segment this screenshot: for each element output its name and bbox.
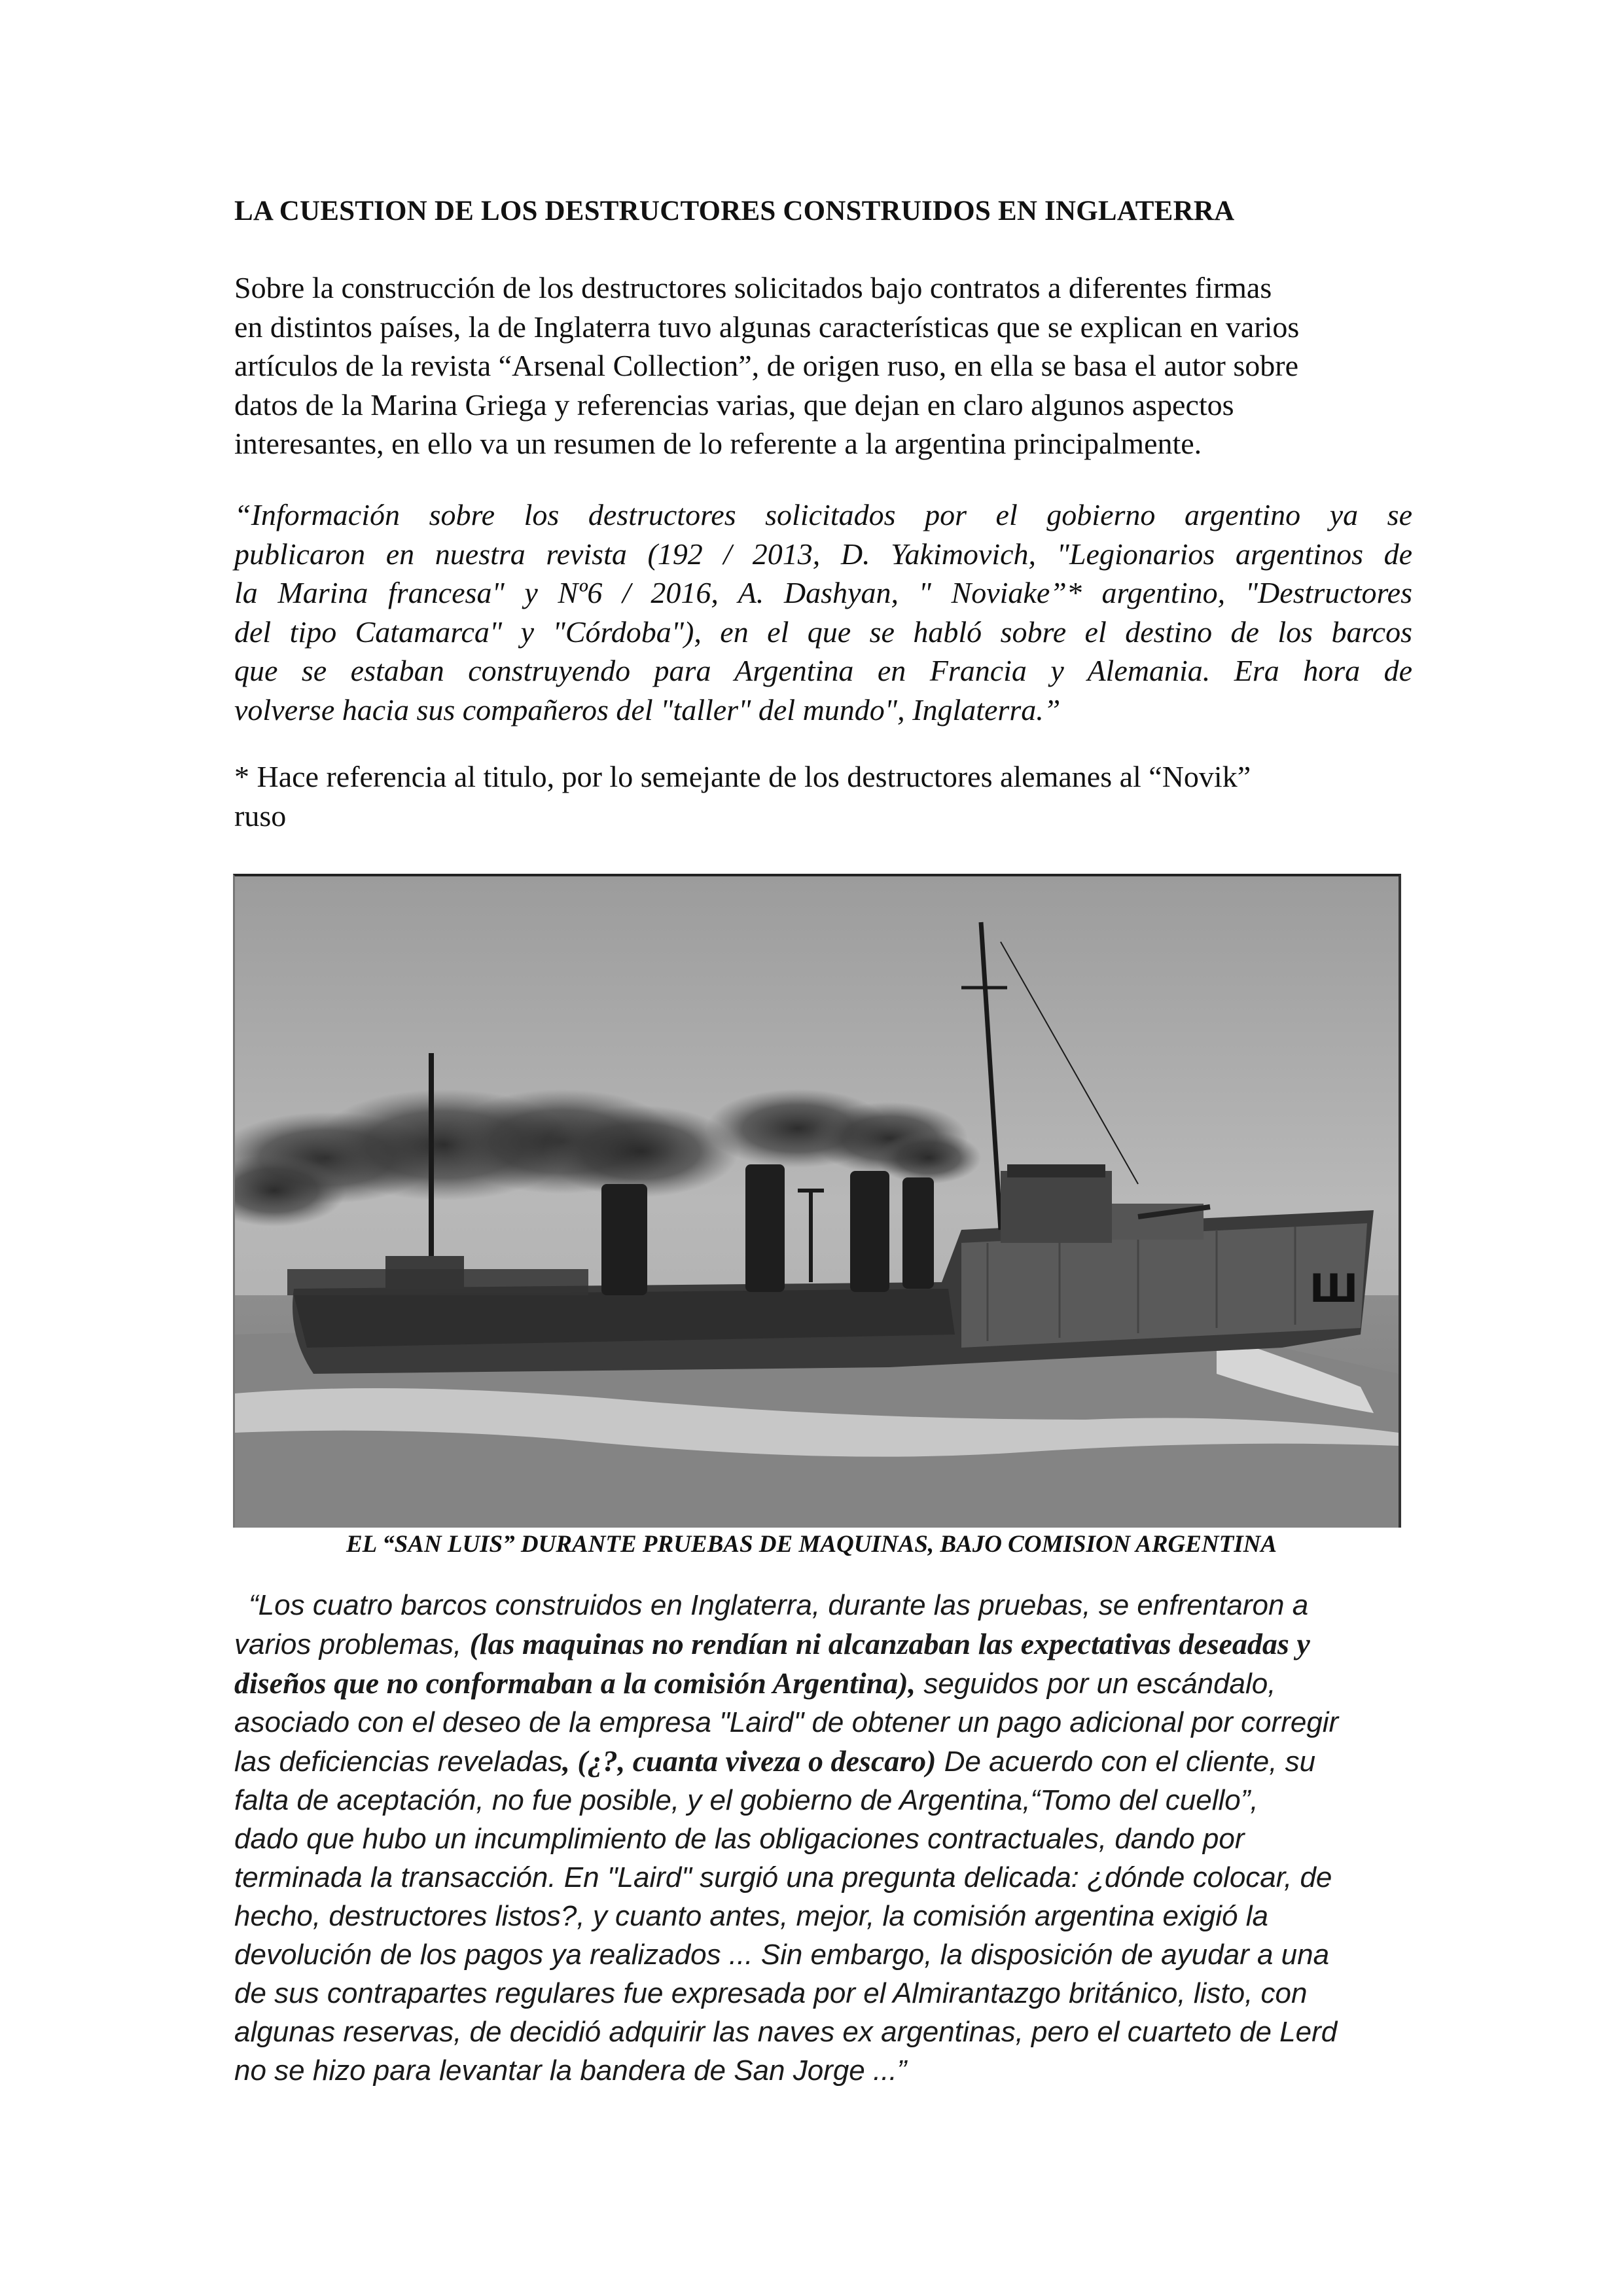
quote2-text: seguidos por un escándalo,: [916, 1668, 1276, 1700]
quote2-bold-text: diseños que no conformaban a la comisión Argentina),: [234, 1666, 916, 1700]
quote2-text: las deficiencias reveladas: [234, 1746, 563, 1778]
photo-caption: EL “SAN LUIS” DURANTE PRUEBAS DE MAQUINAS, BAJO COMISION ARGENTINA: [346, 1531, 1277, 1558]
quote2-bold-text: (las maquinas no rendían ni alcanzaban las expectativas deseadas y: [469, 1627, 1310, 1660]
footnote-line: * Hace referencia al titulo, por lo semejante de los destructores alemanes al “Novik”: [234, 760, 1251, 793]
quote1-line: volverse hacia sus compañeros del "taller" del mundo", Inglaterra.”: [234, 692, 1061, 726]
quote2-text: “Los cuatro barcos construidos en Inglaterra, durante las pruebas, se enfrentaron a: [249, 1589, 1309, 1621]
quote2-line: [234, 1742, 1412, 1781]
quote2-text: no se hizo para levantar la bandera de San Jorge ...”: [234, 2054, 907, 2087]
quote2-text: devolución de los pagos ya realizados ... Sin embargo, la disposición de ayudar a una: [234, 1939, 1330, 1971]
quote2-text: asociado con el deseo de la empresa "Laird" de obtener un pago adicional por corregir: [234, 1706, 1339, 1738]
quote2-line: [234, 1974, 1412, 2013]
quote2-line: [234, 1703, 1412, 1742]
intro-line: datos de la Marina Griega y referencias varias, que dejan en claro algunos aspectos: [234, 387, 1234, 422]
quote2-line: [234, 1935, 1412, 1974]
quote2-line: [234, 1820, 1412, 1858]
quote1-line: “Información sobre los destructores solicitados por el gobierno argentino ya se: [234, 498, 1412, 531]
quote1-line: que se estaban construyendo para Argentina en Francia y Alemania. Era hora de: [234, 654, 1412, 687]
quote2-line: [234, 1781, 1412, 1820]
quote2-line: [234, 2051, 1412, 2090]
intro-line: artículos de la revista “Arsenal Collection”, de origen ruso, en ella se basa el autor sobre: [234, 349, 1299, 382]
quote2-line: [234, 1897, 1412, 1935]
quote2-line: [234, 1586, 1412, 1624]
quote-paragraph-1: [234, 495, 1412, 729]
quote1-line: la Marina francesa" y Nº6 / 2016, A. Dashyan, " Noviake”* argentino, "Destructores: [234, 576, 1412, 609]
footnote-line: ruso: [234, 798, 287, 833]
quote2-line: [234, 1858, 1412, 1897]
quote2-text: falta de aceptación, no fue posible, y el gobierno de Argentina,“Tomo del cuello”,: [234, 1784, 1258, 1816]
quote2-bold-text: , (¿?, cuanta viveza o descaro): [562, 1744, 936, 1778]
destroyer-photo: [233, 874, 1401, 1528]
quote2-text: hecho, destructores listos?, y cuanto antes, mejor, la comisión argentina exigió la: [234, 1900, 1268, 1932]
page-title: LA CUESTION DE LOS DESTRUCTORES CONSTRUIDOS EN INGLATERRA: [234, 196, 1235, 226]
quote2-text: dado que hubo un incumplimiento de las obligaciones contractuales, dando por: [234, 1823, 1245, 1855]
quote2-text: De acuerdo con el cliente, su: [936, 1746, 1316, 1778]
quote2-text: de sus contrapartes regulares fue expresada por el Almirantazgo británico, listo, con: [234, 1977, 1308, 2009]
intro-line: interesantes, en ello va un resumen de lo referente a la argentina principalmente.: [234, 427, 1202, 460]
quote2-text: terminada la transacción. En "Laird" surgió una pregunta delicada: ¿dónde colocar, de: [234, 1861, 1332, 1893]
quote1-line: publicaron en nuestra revista (192 / 2013, D. Yakimovich, "Legionarios argentinos de: [234, 537, 1412, 571]
footnote: [234, 757, 1412, 835]
quote2-line: [234, 1624, 1412, 1664]
quote-paragraph-2: [234, 1586, 1412, 2090]
quote2-text: algunas reservas, de decidió adquirir las naves ex argentinas, pero el cuarteto de Lerd: [234, 2016, 1338, 2048]
destroyer-illustration: [235, 876, 1399, 1528]
quote2-text: varios problemas,: [234, 1628, 470, 1660]
bow-marking: Ш: [1310, 1266, 1359, 1312]
quote2-line: [234, 1664, 1412, 1703]
intro-line: Sobre la construcción de los destructores solicitados bajo contratos a diferentes firmas: [234, 271, 1272, 304]
intro-line: en distintos países, la de Inglaterra tuvo algunas características que se explican en varios: [234, 310, 1300, 344]
quote1-line: del tipo Catamarca" y "Córdoba"), en el que se habló sobre el destino de los barcos: [234, 615, 1412, 649]
intro-paragraph: [234, 268, 1412, 463]
quote2-line: [234, 2013, 1412, 2051]
